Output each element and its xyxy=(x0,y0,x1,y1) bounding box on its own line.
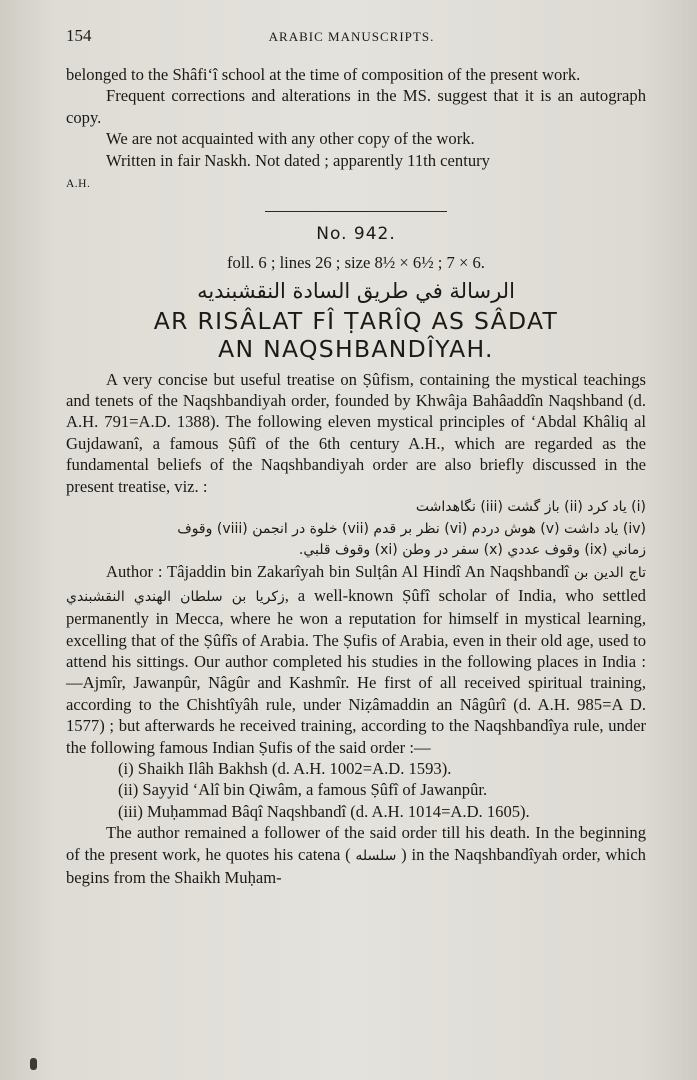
teacher-item: (i) Shaikh Ilâh Bakhsh (d. A.H. 1002=A.D. 1593). xyxy=(118,758,452,778)
teacher-item: (iii) Muḥammad Bâqî Naqshbandî (d. A.H. 1014=A.D. 1605). xyxy=(118,801,530,821)
author-paragraph xyxy=(66,561,646,758)
section-divider xyxy=(265,211,447,212)
teachers-list xyxy=(66,758,646,822)
closing-arabic-catena: سلسله xyxy=(355,847,397,864)
author-text-2: , a well-known Ṣûfî scholar of India, who settled permanently in Mecca, where he won a reputation for himself in mystical learning, excelling that of the Ṣûfîs of Arabia. The Ṣufis of Arabia, even in their old age, used to attend his sittings. Our author completed his studies in the following places in India :—Ajmîr, Jawanpûr, Nâgûr and Kashmîr. He first of all received spiritual training, according to the Chishtîyâh rule, under Niẓâmaddin an Nâgûrî (d. A.H. 985=A D. 1577) ; but afterwards he received training, according to the Naqshbandîya rule, under the following famous Indian Ṣufis of the said order :— xyxy=(66,585,646,757)
running-title: ARABIC MANUSCRIPTS. xyxy=(268,29,435,44)
page-body xyxy=(66,64,646,888)
entry-folio-info: foll. 6 ; lines 26 ; size 8½ × 6½ ; 7 × 6. xyxy=(227,252,485,272)
principles-line-3: زماني (ix) وقوف عددي (x) سفر در وطن (xi) وقوف قلبي. xyxy=(298,541,646,558)
intro-paragraph-4 xyxy=(66,150,646,196)
page-header xyxy=(66,26,637,52)
intro-paragraph-3: We are not acquainted with any other copy of the work. xyxy=(106,129,475,149)
description-paragraph: A very concise but useful treatise on Ṣûfism, containing the mystical teachings and tenets of the Naqshbandiyah order, founded by Khwâja Bahâaddîn Naqshband (d. A.H. 791=A.D. 1388). The following eleven mystical principles of ‘Abdal Khâliq al Gujdawanî, a famous Ṣûfî of the 6th century A.H., which are regarded as the fundamental beliefs of the Naqshbandiyah order are also briefly discussed in the present treatise, viz. : xyxy=(66,369,646,496)
page-smudge xyxy=(30,1058,37,1070)
author-text-1: Author : Tâjaddin bin Zakarîyah bin Sulṭân Al Hindî An Naqshbandî xyxy=(106,562,570,582)
intro-paragraph-4-era: A.H. xyxy=(66,178,91,191)
teacher-item: (ii) Sayyid ‘Alî bin Qiwâm, a famous Ṣûfî of Jawanpûr. xyxy=(118,780,488,800)
intro-paragraph-1: belonged to the Shâfi‘î school at the time of composition of the present work. xyxy=(66,65,581,84)
entry-title xyxy=(66,307,646,363)
entry-title-line-1: AR RISÂLAT FÎ ṬARÎQ AS SÂDAT xyxy=(153,306,559,335)
principles-line-1: (i) ياد كرد (ii) باز گشت (iii) نگاهداشت xyxy=(415,499,646,516)
intro-paragraph-2: Frequent corrections and alterations in the MS. suggest that it is an autograph copy. xyxy=(66,86,646,127)
closing-paragraph xyxy=(66,822,646,888)
closing-text-1: The author remained a follower of the said order till his death. In the beginning of the present work, he quotes his catena ( xyxy=(66,823,646,864)
author-arabic-name: تاج الدين بن زكريا بن سلطان الهندي النقشبندي xyxy=(66,565,646,605)
entry-title-line-2: AN NAQSHBANDÎYAH. xyxy=(218,334,494,363)
intro-paragraph-4-text: Written in fair Naskh. Not dated ; apparently 11th century xyxy=(106,150,490,170)
entry-number: No. 942. xyxy=(316,224,396,245)
closing-text-2: ) in the Naqshbandîyah order, which begins from the Shaikh Muḥam- xyxy=(66,844,646,887)
entry-arabic-title: الرسالة في طريق السادة النقشبنديه xyxy=(197,279,515,304)
page-number: 154 xyxy=(66,26,92,45)
principles-line-2: (iv) ياد داشت (v) هوش دردم (vi) نظر بر قدم (vii) خلوة در انجمن (viii) وقوف xyxy=(177,520,646,537)
